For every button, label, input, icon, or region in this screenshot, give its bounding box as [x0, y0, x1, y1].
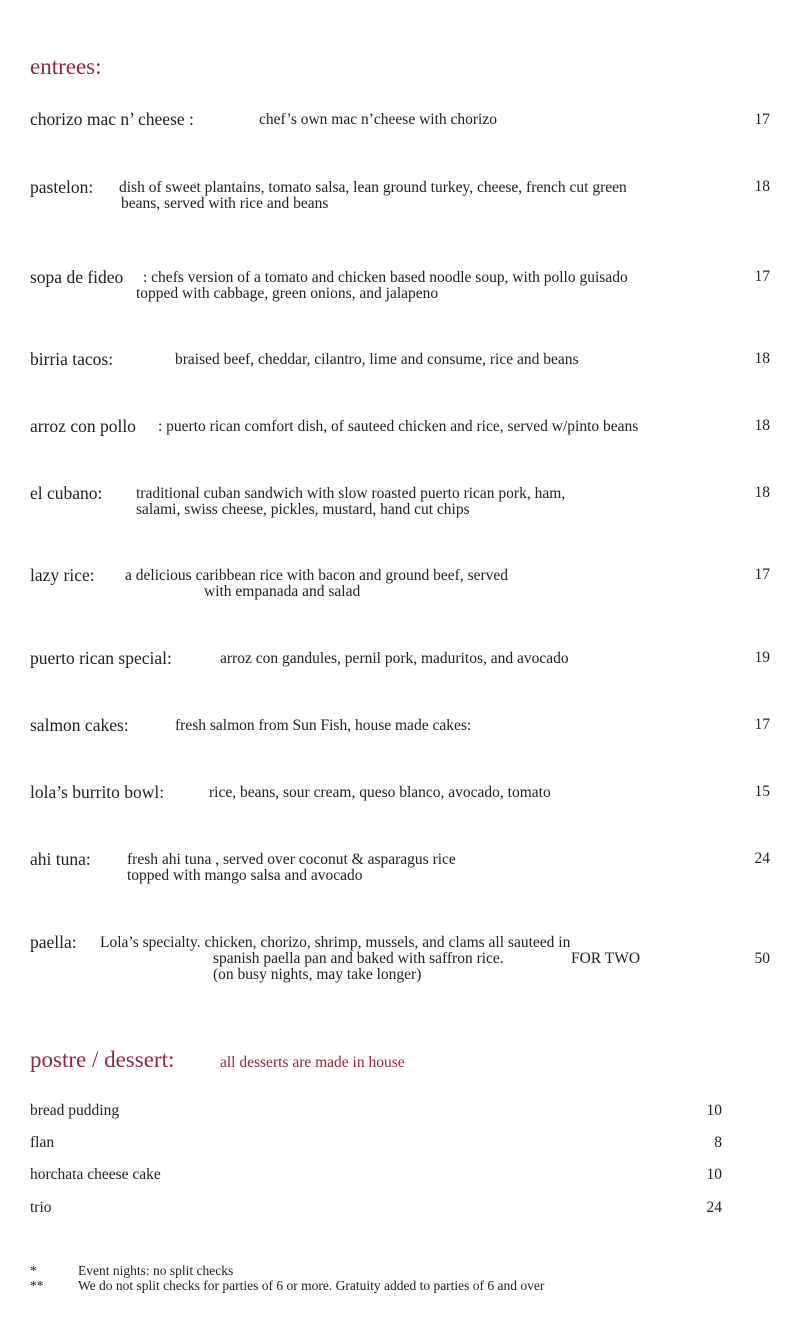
dish-description: a delicious caribbean rice with bacon and ground beef, served — [125, 567, 509, 584]
dish-price: 50 — [754, 950, 770, 967]
dish-description: Lola’s specialty. chicken, chorizo, shrimp, mussels, and clams all sauteed in — [100, 934, 571, 951]
dish-name: birria tacos: — [30, 349, 114, 369]
note-symbol: * — [30, 1263, 37, 1278]
dessert-price: 10 — [706, 1166, 722, 1183]
dish-name: ahi tuna: — [30, 849, 91, 869]
dish-name: el cubano: — [30, 483, 103, 503]
dish-description: rice, beans, sour cream, queso blanco, avocado, tomato — [209, 784, 551, 801]
dish-price: 17 — [754, 268, 770, 285]
dish-description: dish of sweet plantains, tomato salsa, lean ground turkey, cheese, french cut green — [119, 179, 627, 196]
dessert-name: trio — [30, 1199, 52, 1216]
dish-description: braised beef, cheddar, cilantro, lime and consume, rice and beans — [175, 351, 579, 368]
dessert-subtitle: all desserts are made in house — [220, 1054, 405, 1071]
dish-price: 18 — [754, 178, 770, 195]
dish-name: lola’s burrito bowl: — [30, 782, 165, 802]
entrees-title: entrees: — [30, 54, 102, 79]
dessert-name: horchata cheese cake — [30, 1166, 161, 1183]
dish-price: 18 — [754, 484, 770, 501]
dish-description: traditional cuban sandwich with slow roasted puerto rican pork, ham, — [136, 485, 566, 502]
for-two-note: FOR TWO — [571, 950, 641, 967]
dish-description: spanish paella pan and baked with saffron rice. — [213, 950, 504, 967]
dish-description: salami, swiss cheese, pickles, mustard, hand cut chips — [136, 501, 470, 518]
dessert-name: flan — [30, 1134, 55, 1151]
dessert-price: 10 — [706, 1102, 722, 1119]
dish-description: arroz con gandules, pernil pork, maduritos, and avocado — [220, 650, 569, 667]
dish-price: 17 — [754, 566, 770, 583]
dish-description: fresh salmon from Sun Fish, house made cakes: — [175, 717, 472, 734]
dish-name: chorizo mac n’ cheese : — [30, 109, 194, 129]
dish-description: (on busy nights, may take longer) — [213, 966, 422, 983]
note-text: We do not split checks for parties of 6 or more. Gratuity added to parties of 6 and over — [78, 1278, 545, 1293]
dish-name: puerto rican special: — [30, 648, 172, 668]
dessert-name: bread pudding — [30, 1102, 120, 1119]
dish-description: topped with cabbage, green onions, and jalapeno — [136, 285, 439, 302]
dish-price: 17 — [754, 111, 770, 128]
dish-price: 17 — [754, 716, 770, 733]
dish-name: lazy rice: — [30, 565, 95, 585]
dish-description: fresh ahi tuna , served over coconut & asparagus rice — [127, 851, 456, 868]
dish-name: sopa de fideo — [30, 267, 124, 287]
dessert-title: postre / dessert: — [30, 1047, 175, 1072]
dessert-price: 24 — [706, 1199, 722, 1216]
dish-price: 19 — [754, 649, 770, 666]
dessert-price: 8 — [714, 1134, 722, 1151]
dish-description: : chefs version of a tomato and chicken based noodle soup, with pollo guisado — [143, 269, 628, 286]
dish-price: 18 — [754, 417, 770, 434]
dish-description: topped with mango salsa and avocado — [127, 867, 363, 884]
dish-description: beans, served with rice and beans — [121, 195, 329, 212]
dish-price: 15 — [754, 783, 770, 800]
dish-name: pastelon: — [30, 177, 94, 197]
dish-name: arroz con pollo — [30, 416, 136, 436]
dish-description: chef’s own mac n’cheese with chorizo — [259, 111, 497, 128]
dish-name: paella: — [30, 932, 77, 952]
note-symbol: ** — [30, 1278, 44, 1293]
note-text: Event nights: no split checks — [78, 1263, 234, 1278]
dish-price: 18 — [754, 350, 770, 367]
dish-name: salmon cakes: — [30, 715, 129, 735]
dish-price: 24 — [754, 850, 770, 867]
dish-description: : puerto rican comfort dish, of sauteed chicken and rice, served w/pinto beans — [158, 418, 639, 435]
dish-description: with empanada and salad — [204, 583, 361, 600]
